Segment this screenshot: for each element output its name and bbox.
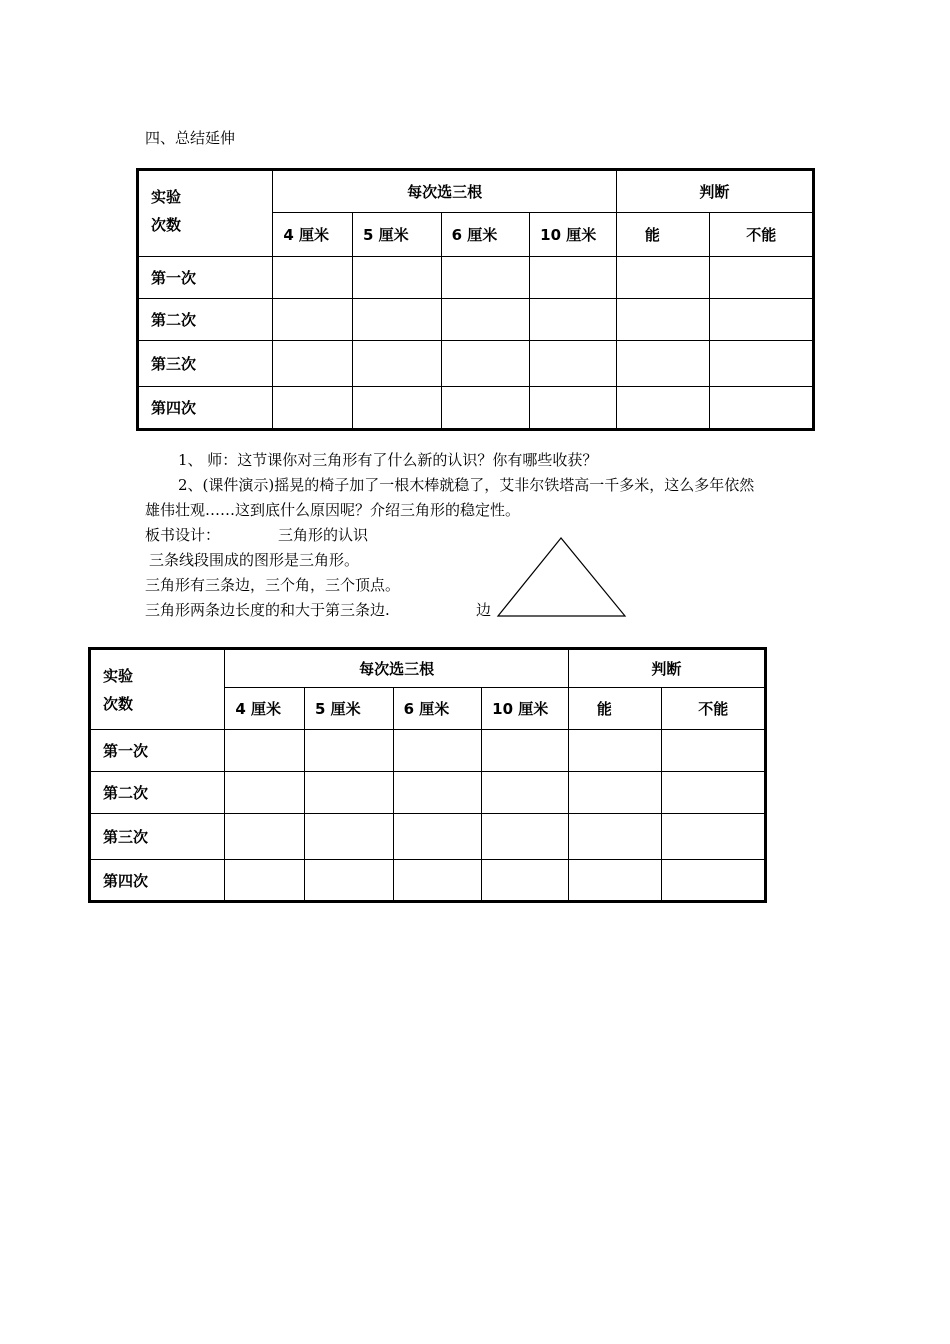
table-cell (662, 814, 766, 860)
header-choose-three: 每次选三根 (225, 649, 568, 688)
table-cell (482, 730, 569, 772)
header-choose-three: 每次选三根 (273, 170, 616, 213)
table-cell (662, 730, 766, 772)
table-corner-header (138, 170, 273, 257)
table-cell (393, 772, 482, 814)
header-length-10cm: 10 厘米 (530, 213, 617, 257)
table-cell (530, 387, 617, 430)
question-2-line2: 雄伟壮观……这到底什么原因呢？介绍三角形的稳定性。 (145, 501, 521, 519)
table-cell (482, 814, 569, 860)
board-design-label: 板书设计： (145, 526, 221, 544)
table-cell (304, 860, 393, 902)
header-judge: 判断 (616, 170, 813, 213)
table-cell (273, 299, 353, 341)
table-cell (482, 860, 569, 902)
header-length-4cm: 4 厘米 (225, 688, 305, 730)
table-cell (225, 772, 305, 814)
table-cell (441, 299, 530, 341)
table-cell (530, 341, 617, 387)
table-cell (710, 341, 814, 387)
table-cell (710, 299, 814, 341)
table-cell (225, 860, 305, 902)
table-cell (568, 772, 662, 814)
triangle-side-label: 边 (476, 601, 492, 619)
table-cell (530, 299, 617, 341)
row-label: 第二次 (90, 772, 225, 814)
header-judge-yes: 能 (616, 213, 710, 257)
table-cell (352, 299, 441, 341)
table-cell (352, 341, 441, 387)
row-label: 第三次 (90, 814, 225, 860)
board-line-inequality: 三角形两条边长度的和大于第三条边. (145, 601, 390, 619)
table-cell (710, 257, 814, 299)
row-label: 第四次 (138, 387, 273, 430)
table-row (90, 814, 766, 860)
table-cell (568, 730, 662, 772)
row-label: 第一次 (90, 730, 225, 772)
row-label: 第一次 (138, 257, 273, 299)
table-row (90, 772, 766, 814)
table-cell (393, 860, 482, 902)
board-design-title: 三角形的认识 (278, 526, 369, 544)
experiment-table (136, 168, 815, 431)
question-1: 1、 师：这节课你对三角形有了什么新的认识？你有哪些收获？ (178, 451, 598, 469)
corner-line2: 次数 (103, 695, 134, 713)
header-judge: 判断 (568, 649, 765, 688)
table-row (138, 299, 814, 341)
header-length-10cm: 10 厘米 (482, 688, 569, 730)
table-cell (662, 772, 766, 814)
table-cell (482, 772, 569, 814)
table-cell (616, 387, 710, 430)
experiment-table-copy (88, 647, 767, 903)
table-cell (530, 257, 617, 299)
header-judge-yes: 能 (568, 688, 662, 730)
row-label: 第四次 (90, 860, 225, 902)
header-length-6cm: 6 厘米 (393, 688, 482, 730)
table-cell (352, 257, 441, 299)
board-line-parts: 三角形有三条边，三个角，三个顶点。 (145, 576, 401, 594)
header-length-5cm: 5 厘米 (352, 213, 441, 257)
table-cell (616, 257, 710, 299)
table-cell (225, 814, 305, 860)
table-cell (304, 730, 393, 772)
question-2-line1: 2、(课件演示)摇晃的椅子加了一根木棒就稳了，艾非尔铁塔高一千多米，这么多年依然 (178, 476, 755, 494)
corner-line1: 实验 (151, 188, 182, 206)
table-row (138, 387, 814, 430)
table-cell (441, 257, 530, 299)
table-cell (616, 341, 710, 387)
board-line-definition: 三条线段围成的图形是三角形。 (149, 551, 360, 569)
table-cell (568, 860, 662, 902)
table-row (90, 860, 766, 902)
table-cell (616, 299, 710, 341)
table-cell (393, 814, 482, 860)
section-heading: 四、总结延伸 (145, 129, 236, 147)
header-judge-no: 不能 (710, 213, 814, 257)
table-cell (662, 860, 766, 902)
table-cell (441, 387, 530, 430)
table-cell (304, 772, 393, 814)
corner-line2: 次数 (151, 216, 182, 234)
table-cell (273, 387, 353, 430)
row-label: 第二次 (138, 299, 273, 341)
table-row (138, 257, 814, 299)
table-cell (710, 387, 814, 430)
table-cell (304, 814, 393, 860)
header-judge-no: 不能 (662, 688, 766, 730)
table-cell (273, 341, 353, 387)
table-row (138, 341, 814, 387)
table-cell (393, 730, 482, 772)
table-cell (352, 387, 441, 430)
header-length-4cm: 4 厘米 (273, 213, 353, 257)
corner-line1: 实验 (103, 667, 134, 685)
table-corner-header (90, 649, 225, 730)
table-row (90, 730, 766, 772)
table-cell (273, 257, 353, 299)
row-label: 第三次 (138, 341, 273, 387)
header-length-6cm: 6 厘米 (441, 213, 530, 257)
table-cell (568, 814, 662, 860)
table-cell (441, 341, 530, 387)
table-cell (225, 730, 305, 772)
triangle-drawing (490, 535, 630, 620)
header-length-5cm: 5 厘米 (304, 688, 393, 730)
